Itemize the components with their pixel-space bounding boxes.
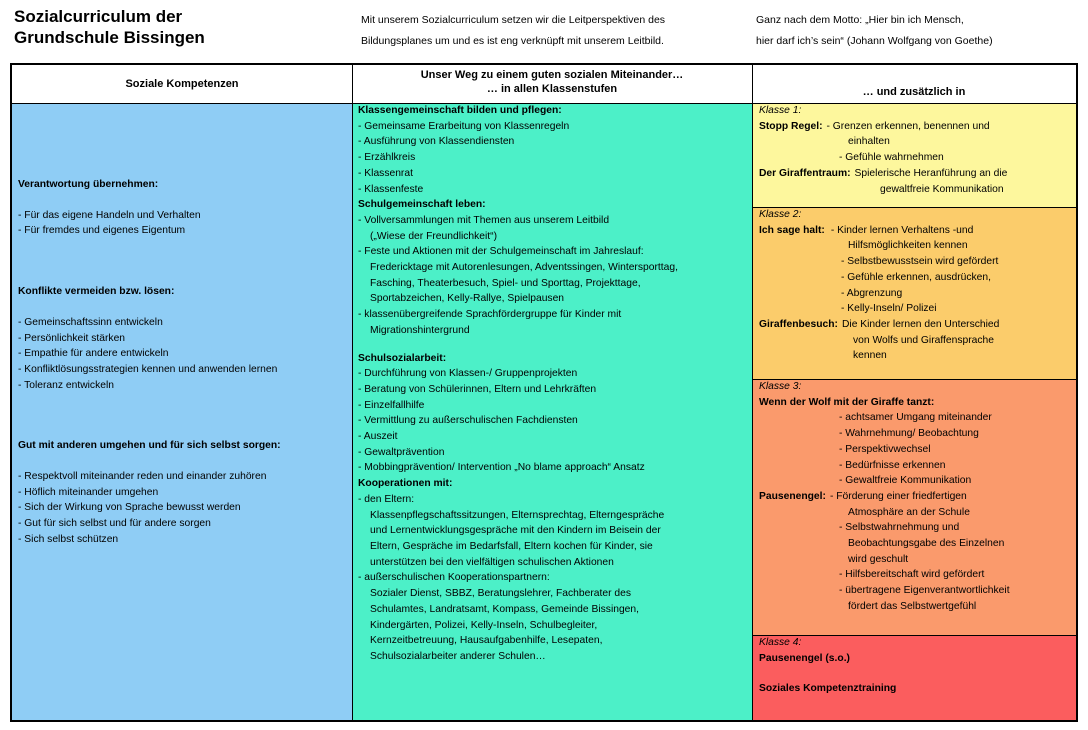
- list-item: - Perspektivwechsel: [839, 443, 931, 455]
- list-item: - Mobbingprävention/ Intervention „No blame approach“ Ansatz: [358, 462, 645, 474]
- list-item: - Gut für sich selbst und für andere sorgen: [18, 518, 211, 530]
- list-item: - Kelly-Inseln/ Polizei: [841, 303, 937, 315]
- section-heading-school-social-work: Schulsozialarbeit:: [358, 352, 447, 364]
- break-angel-label: Pausenengel:: [759, 490, 826, 502]
- column-divider: [352, 65, 353, 720]
- title-line-2: Grundschule Bissingen: [14, 28, 205, 47]
- all-grades-column: [352, 103, 752, 720]
- list-item: - Durchführung von Klassen-/ Gruppenprojekten: [358, 368, 578, 380]
- list-item: - Vollversammlungen mit Themen aus unserem Leitbild: [358, 214, 610, 226]
- grade-4-title: Klasse 4:: [759, 637, 802, 648]
- page-title: [14, 6, 205, 48]
- motto-line-2: hier darf ich’s sein“ (Johann Wolfgang von Goethe): [756, 35, 993, 47]
- list-item: Spielerische Heranführung an die: [854, 167, 1008, 179]
- list-item: - Selbstbewusstsein wird gefördert: [841, 256, 999, 268]
- list-item-continuation: von Wolfs und Giraffensprache: [853, 334, 994, 346]
- motto-line-1: Ganz nach dem Motto: „Hier bin ich Mensch,: [756, 14, 964, 26]
- list-item: - außerschulischen Kooperationspartnern:: [358, 572, 550, 584]
- list-item: - Beratung von Schülerinnen, Eltern und Lehrkräften: [358, 383, 597, 395]
- list-item: - Erzählkreis: [358, 152, 416, 164]
- list-item-continuation: Hilfsmöglichkeiten kennen: [848, 240, 968, 252]
- section-heading-class-community: Klassengemeinschaft bilden und pflegen:: [358, 105, 562, 116]
- intro-line-1: Mit unserem Sozialcurriculum setzen wir die Leitperspektiven des: [361, 14, 666, 26]
- list-item-continuation: fördert das Selbstwertgefühl: [848, 600, 977, 612]
- giraffe-visit-label: Giraffenbesuch:: [759, 318, 838, 330]
- list-item: - Respektvoll miteinander reden und einander zuhören: [18, 471, 267, 483]
- list-item: - Empathie für andere entwickeln: [18, 348, 169, 360]
- list-item-continuation: Atmosphäre an der Schule: [848, 506, 970, 518]
- list-item: - Auszeit: [358, 431, 398, 443]
- grade-1-cell: [752, 103, 1076, 207]
- list-item-continuation: Beobachtungsgabe des Einzelnen: [848, 538, 1005, 550]
- grade-3-cell: [752, 379, 1076, 635]
- list-item-continuation: Kernzeitbetreuung, Hausaufgabenhilfe, Lesepaten,: [370, 635, 603, 647]
- i-say-stop-label: Ich sage halt:: [759, 224, 825, 236]
- list-item: - Gemeinsame Erarbeitung von Klassenregeln: [358, 120, 570, 132]
- giraffe-dream-label: Der Giraffentraum:: [759, 167, 851, 179]
- list-item: - Selbstwahrnehmung und: [839, 522, 960, 534]
- list-item: - Gefühle wahrnehmen: [839, 152, 944, 164]
- list-item: - den Eltern:: [358, 493, 415, 505]
- list-item: - Gewaltprävention: [358, 446, 445, 458]
- row-divider: [752, 635, 1076, 636]
- grade-1-title: Klasse 1:: [759, 105, 802, 116]
- list-item: - Hilfsbereitschaft wird gefördert: [839, 569, 985, 581]
- row-divider: [752, 379, 1076, 380]
- motto-text: [756, 10, 993, 52]
- list-item: - übertragene Eigenverantwortlichkeit: [839, 585, 1010, 597]
- list-item: - klassenübergreifende Sprachfördergruppe für Kinder mit: [358, 309, 622, 321]
- list-item: - Für das eigene Handeln und Verhalten: [18, 209, 201, 221]
- list-item-continuation: kennen: [853, 350, 887, 362]
- list-item: - Klassenfeste: [358, 183, 424, 195]
- list-item: - Feste und Aktionen mit der Schulgemeinschaft im Jahreslauf:: [358, 246, 644, 258]
- list-item: - Gewaltfreie Kommunikation: [839, 475, 972, 487]
- list-item-continuation: Fredericktage mit Autorenlesungen, Adventssingen, Wintersporttag,: [370, 262, 678, 274]
- list-item-continuation: Kindergärten, Polizei, Kelly-Inseln, Schulbegleiter,: [370, 619, 598, 631]
- list-item: - Für fremdes und eigenes Eigentum: [18, 225, 186, 237]
- list-item-continuation: Schulsozialarbeiter anderer Schulen…: [370, 650, 546, 662]
- social-competencies-column: [12, 103, 352, 720]
- list-item-continuation: Eltern, Gespräche im Bedarfsfall, Eltern kochen für Kinder, sie: [370, 540, 653, 552]
- list-item-continuation: Klassenpflegschaftssitzungen, Elternsprechtag, Elterngespräche: [370, 509, 665, 521]
- section-heading-conflicts: Konflikte vermeiden bzw. lösen:: [18, 286, 175, 298]
- intro-text: [361, 10, 665, 52]
- list-item-continuation: gewaltfreie Kommunikation: [880, 183, 1004, 195]
- list-item: - Förderung einer friedfertigen: [829, 490, 967, 502]
- list-item-continuation: („Wiese der Freundlichkeit“): [370, 230, 498, 242]
- list-item: Die Kinder lernen den Unterschied: [841, 318, 1000, 330]
- list-item: - Sich der Wirkung von Sprache bewusst werden: [18, 502, 241, 514]
- list-item: - Ausführung von Klassendiensten: [358, 136, 515, 148]
- list-item-continuation: Fasching, Theaterbesuch, Spiel- und Sporttag, Projekttage,: [370, 277, 641, 289]
- grade-2-cell: [752, 207, 1076, 379]
- intro-line-2: Bildungsplanes um und es ist eng verknüpft mit unserem Leitbild.: [361, 35, 664, 47]
- list-item: - Wahrnehmung/ Beobachtung: [839, 428, 979, 440]
- list-item: - Kinder lernen Verhaltens -und: [830, 224, 974, 236]
- grade-2-title: Klasse 2:: [759, 209, 802, 220]
- list-item: - Klassenrat: [358, 167, 413, 179]
- middle-header-line-1: Unser Weg zu einem guten sozialen Miteinander…: [420, 69, 684, 81]
- list-item: - Gemeinschaftssinn entwickeln: [18, 316, 163, 328]
- middle-header-line-2: … in allen Klassenstufen: [486, 83, 618, 95]
- stop-rule-label: Stopp Regel:: [759, 120, 823, 132]
- list-item: - Toleranz entwickeln: [18, 379, 114, 391]
- list-item: - Sich selbst schützen: [18, 533, 119, 545]
- right-column-header: … und zusätzlich in: [862, 86, 966, 98]
- section-heading-cooperations: Kooperationen mit:: [358, 478, 453, 490]
- wolf-giraffe-heading: Wenn der Wolf mit der Giraffe tanzt:: [759, 396, 935, 408]
- list-item: - Abgrenzung: [841, 287, 903, 299]
- list-item-continuation: wird geschult: [848, 553, 909, 565]
- curriculum-table: [10, 63, 1078, 722]
- list-item: - Gefühle erkennen, ausdrücken,: [841, 271, 991, 283]
- section-heading-responsibility: Verantwortung übernehmen:: [18, 179, 159, 190]
- list-item: - Bedürfnisse erkennen: [839, 459, 946, 471]
- grade-3-title: Klasse 3:: [759, 381, 802, 392]
- middle-column-header: [352, 65, 752, 103]
- grade-4-cell: [752, 635, 1076, 720]
- section-heading-school-community: Schulgemeinschaft leben:: [358, 199, 486, 211]
- list-item-continuation: einhalten: [848, 136, 890, 148]
- social-competence-training: Soziales Kompetenztraining: [759, 683, 897, 695]
- list-item-continuation: Migrationshintergrund: [370, 324, 470, 336]
- list-item: - Grenzen erkennen, benennen und: [826, 120, 990, 132]
- section-heading-dealing-with-others: Gut mit anderen umgehen und für sich selbst sorgen:: [18, 440, 281, 452]
- list-item-continuation: Sozialer Dienst, SBBZ, Beratungslehrer, Fachberater des: [370, 588, 631, 600]
- list-item: - Vermittlung zu außerschulischen Fachdiensten: [358, 415, 578, 427]
- header-divider: [12, 103, 1076, 104]
- list-item-continuation: und Lernentwicklungsgespräche mit den Kindern im Beisein der: [370, 525, 661, 537]
- break-angel-reference: Pausenengel (s.o.): [759, 652, 850, 664]
- title-line-1: Sozialcurriculum der: [14, 7, 183, 26]
- list-item: - Persönlichkeit stärken: [18, 332, 126, 344]
- column-divider: [752, 65, 753, 720]
- list-item-continuation: Schulamtes, Landratsamt, Kompass, Gemeinde Bissingen,: [370, 603, 639, 615]
- list-item-continuation: unterstützen bei den vielfältigen schulischen Aktionen: [370, 556, 614, 568]
- list-item-continuation: Sportabzeichen, Kelly-Rallye, Spielpausen: [370, 293, 565, 305]
- list-item: - Höflich miteinander umgehen: [18, 486, 159, 498]
- row-divider: [752, 207, 1076, 208]
- list-item: - Konfliktlösungsstrategien kennen und anwenden lernen: [18, 363, 278, 375]
- list-item: - achtsamer Umgang miteinander: [839, 412, 992, 424]
- list-item: - Einzelfallhilfe: [358, 399, 425, 411]
- left-column-header: Soziale Kompetenzen: [125, 78, 239, 90]
